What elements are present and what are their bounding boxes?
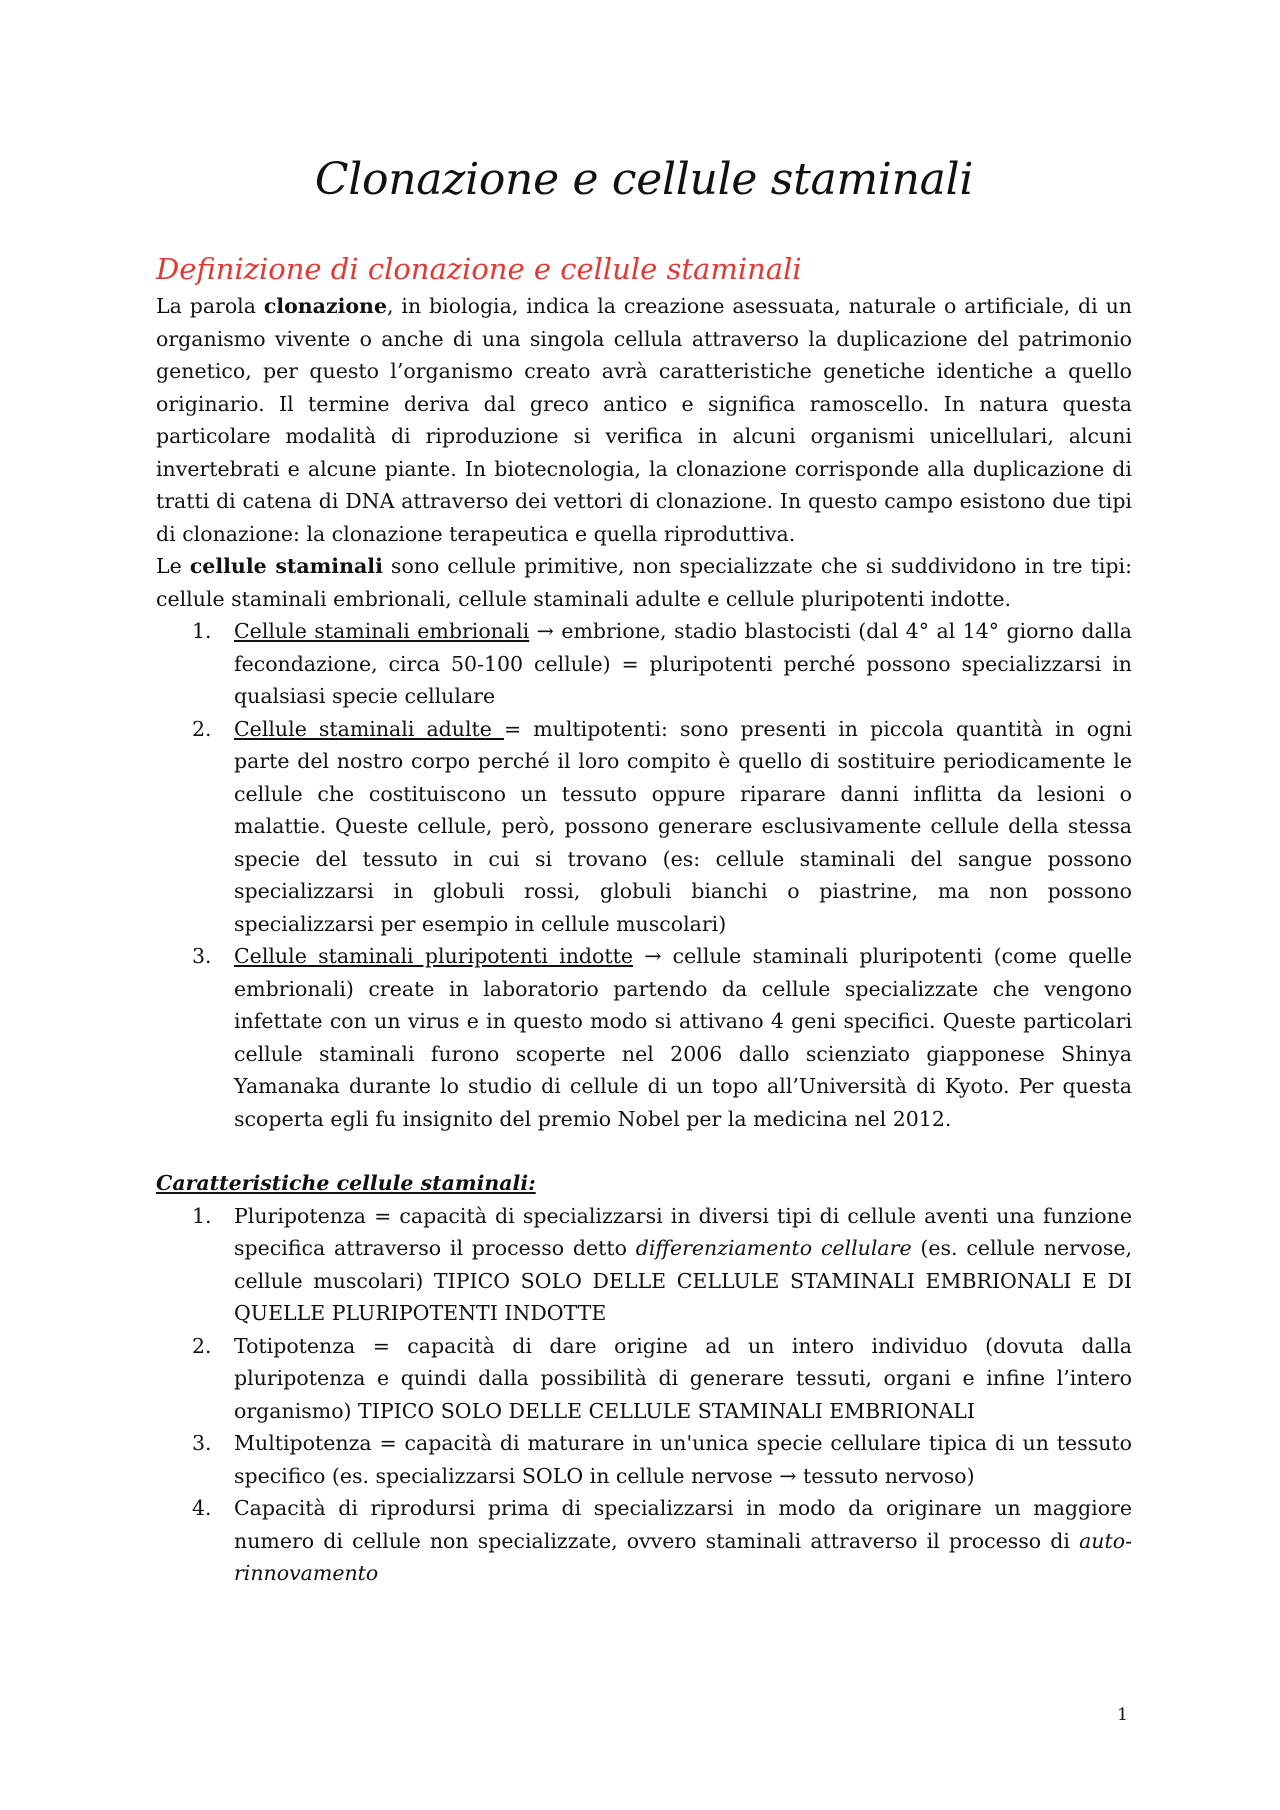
list-item — [192, 940, 1132, 1135]
page-number: 1 — [1117, 1705, 1128, 1725]
characteristics-list — [156, 1200, 1132, 1590]
list-text: → cellule staminali pluripotenti (come quelle embrionali) create in laboratorio partendo da cellule specializzate che vengono infettate con un virus e in questo modo si attivano 4 geni specifici. Queste particolari cellule staminali furono scoperte nel 2006 dallo scienziato giapponese Shinya Yamanaka durante lo studio di cellule di un topo all’Università di Kyoto. Per questa scoperta egli fu insignito del premio Nobel per la medicina nel 2012. — [234, 944, 1132, 1131]
paragraph-text: sono cellule primitive, non specializzate che si suddividono in tre tipi: cellule staminali embrionali, cellule staminali adulte e cellule pluripotenti indotte. — [156, 554, 1133, 611]
list-text: Multipotenza = capacità di maturare in un'unica specie cellulare tipica di un tessuto specifico (es. specializzarsi SOLO in cellule nervose → tessuto nervoso) — [234, 1431, 1132, 1488]
document-page — [156, 150, 1132, 1590]
list-text: Totipotenza = capacità di dare origine ad un intero individuo (dovuta dalla pluripotenza e quindi dalla possibilità di generare tessuti, organi e infine l’intero organismo) TIPICO SOLO DELLE CELLULE STAMINALI EMBRIONALI — [234, 1333, 1132, 1423]
list-term: Cellule staminali embrionali — [234, 619, 530, 643]
list-text: = multipotenti: sono presenti in piccola quantità in ogni parte del nostro corpo perché il loro compito è quello di sostituire periodicamente le cellule che costituiscono un tessuto oppure riparare danni inflitta da lesioni o malattie. Queste cellule, però, possono generare esclusivamente cellule della stessa specie del tessuto in cui si trovano (es: cellule staminali del sangue possono specializzarsi in globuli rossi, globuli bianchi o piastrine, ma non possono specializzarsi per esempio in cellule muscolari) — [234, 716, 1133, 936]
list-text: (es. cellule nervose, cellule muscolari) TIPICO SOLO DELLE CELLULE STAMINALI EMBRIONALI E DI QUELLE PLURIPOTENTI INDOTTE — [234, 1236, 1132, 1325]
section-heading-definizione: Definizione di clonazione e cellule staminali — [156, 252, 802, 286]
section-heading-caratteristiche: Caratteristiche cellule staminali: — [156, 1171, 536, 1195]
list-italic-term: differenziamento cellulare — [635, 1236, 912, 1260]
paragraph-cellule-staminali — [156, 550, 1132, 615]
list-number: 3. — [192, 944, 212, 968]
list-term: Cellule staminali adulte — [234, 716, 504, 741]
list-text: Pluripotenza = capacità di specializzarsi in diversi tipi di cellule aventi una funzione specifica attraverso il processo detto — [234, 1203, 1132, 1260]
list-text: Capacità di riprodursi prima di specializzarsi in modo da originare un maggiore numero di cellule non specializzate, ovvero staminali attraverso il processo di — [234, 1496, 1132, 1553]
list-item — [192, 713, 1133, 941]
paragraph-text: , in biologia, indica la creazione asessuata, naturale o artificiale, di un organismo vivente o anche di una singola cellula attraverso la duplicazione del patrimonio genetico, per questo l’organismo creato avrà caratteristiche genetiche identiche a quello originario. Il termine deriva dal greco antico e significa ramoscello. In natura questa particolare modalità di riproduzione si verifica in alcuni organismi unicellulari, alcuni invertebrati e alcune piante. In biotecnologia, la clonazione corrisponde alla duplicazione di tratti di catena di DNA attraverso dei vettori di clonazione. In questo campo esistono due tipi di clonazione: la clonazione terapeutica e quella riproduttiva. — [156, 294, 1132, 546]
list-term: Cellule staminali pluripotenti indotte — [234, 944, 633, 968]
list-number: 4. — [192, 1496, 212, 1520]
stem-cell-types-list — [156, 615, 1132, 1135]
list-number: 2. — [192, 1333, 212, 1358]
list-number: 1. — [192, 1203, 212, 1228]
list-number: 1. — [192, 619, 212, 643]
list-text: → embrione, stadio blastocisti (dal 4° al 14° giorno dalla fecondazione, circa 50-100 cellule) = pluripotenti perché possono specializzarsi in qualsiasi specie cellulare — [234, 619, 1132, 708]
bold-term: clonazione — [263, 294, 388, 318]
paragraph-text: La parola — [156, 294, 264, 318]
list-number: 3. — [192, 1431, 212, 1455]
list-number: 2. — [192, 716, 212, 741]
list-item — [192, 1200, 1132, 1330]
paragraph-clonazione — [156, 290, 1132, 550]
paragraph-text: Le — [156, 554, 190, 578]
list-item — [192, 615, 1132, 713]
list-item — [192, 1427, 1132, 1492]
bold-term: cellule staminali — [189, 554, 383, 578]
list-item — [192, 1330, 1132, 1428]
page-title: Clonazione e cellule staminali — [314, 154, 974, 205]
list-italic-term: auto-rinnovamento — [234, 1528, 1132, 1585]
list-item — [192, 1492, 1132, 1590]
